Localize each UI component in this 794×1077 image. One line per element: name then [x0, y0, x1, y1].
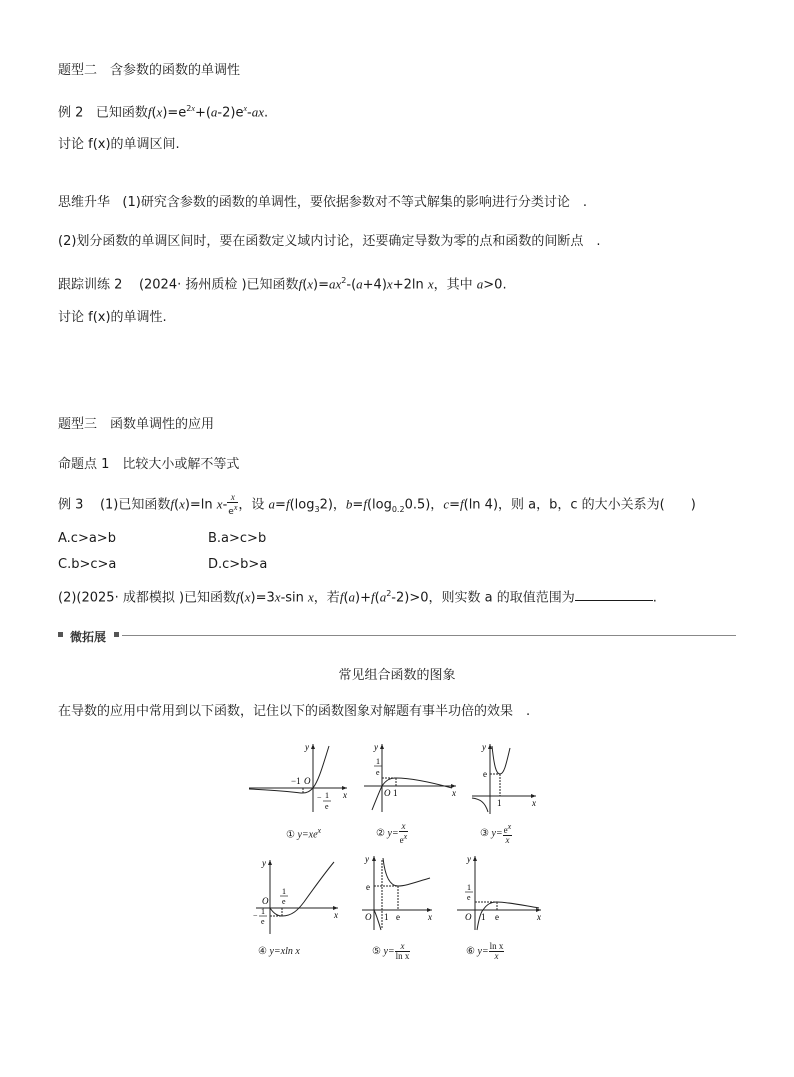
training2-tail: ，其中 [433, 277, 473, 293]
insight-text-1: (1)研究含参数的函数的单调性，要依据参数对不等式解集的影响进行分类讨论 . [122, 195, 587, 210]
graph-x-lnx [252, 856, 342, 936]
svg-text:1: 1 [282, 887, 286, 896]
svg-text:1: 1 [376, 757, 380, 766]
graph-caption-4: ④ y=xln x [258, 946, 300, 957]
svg-text:O: O [365, 912, 372, 922]
section3-heading: 题型三 函数单调性的应用 [58, 417, 215, 432]
graph-ex-over-x [470, 740, 540, 815]
svg-text:y: y [467, 854, 471, 864]
graph-caption-1: ① $y=xe^x$ [286, 826, 322, 841]
graph-x-over-ex [360, 740, 460, 815]
svg-text:x: x [334, 910, 338, 920]
graph-caption-3: ③ y= $\frac{e^x}{x}$ [480, 822, 512, 845]
svg-text:1: 1 [467, 883, 471, 892]
extension-label: 微拓展 [70, 630, 107, 644]
divider-rule [122, 635, 736, 636]
answer-blank[interactable] [575, 588, 653, 601]
svg-text:e: e [483, 769, 487, 779]
y-axis-label: y [305, 742, 309, 752]
example2-statement: 例 2 已知函数$f(x)=e^{2x}+(a-2)e^x-ax$. [58, 104, 269, 121]
svg-text:x: x [532, 798, 536, 808]
svg-text:1: 1 [393, 788, 398, 798]
option-b: B.a>c>b [208, 531, 267, 546]
origin-label: O [304, 776, 311, 786]
extension-divider [58, 628, 736, 642]
example2-requirement: 讨论 f(x)的单调区间. [58, 137, 180, 152]
example3-intro: (1)已知函数 [99, 497, 171, 513]
svg-text:y: y [262, 858, 266, 868]
training2-statement: 跟踪训练 2 (2024· 扬州质检 )已知函数$f(x)=ax^2-(a+4)x+2\ln$ x，其中 a>0. [58, 276, 507, 293]
svg-text:1: 1 [481, 912, 486, 922]
example2-intro: 已知函数 [95, 105, 148, 121]
graph-xex [247, 740, 352, 815]
graph-x-over-lnx [360, 852, 436, 932]
svg-text:1: 1 [384, 912, 389, 922]
svg-text:e: e [376, 768, 380, 777]
example3-end: ，则 a，b，c 的大小关系为( ) [498, 497, 696, 513]
svg-text:e: e [282, 897, 286, 906]
training2-requirement: 讨论 f(x)的单调性. [58, 310, 167, 325]
example3-part1: 例 3 (1)已知函数f(x)=ln x- $\frac{x}{e^x}$ ，设 $a=f(\log_32)$，$b=f(\log_{0.2}0.5)$，c=f(ln 4)，则 a，b，c 的大小关系为( ) [58, 492, 696, 517]
example3-label: 例 3 [58, 497, 84, 513]
example2-label: 例 2 [58, 105, 84, 121]
example3-part2-source: (2)(2025· 成都模拟 )已知函数 [58, 590, 237, 606]
example3-set: ，设 [238, 497, 265, 513]
example3-part2: (2)(2025· 成都模拟 )已知函数f(x)=3x-sin x，若$f(a)+f(a^2-2)>0$，则实数 a 的取值范围为 . [58, 589, 657, 606]
graph-caption-5: ⑤ y= $\frac{x}{\text{ln x}}$ [372, 941, 410, 961]
insight-line-2: (2)划分函数的单调区间时，要在函数定义域内讨论，还要确定导数为零的点和函数的间断点 . [58, 234, 601, 249]
graph-caption-6: ⑥ y= $\frac{\text{ln x}}{x}$ [466, 941, 504, 961]
x-axis-label: x [343, 790, 347, 800]
svg-text:e: e [261, 917, 265, 926]
svg-text:−: − [317, 793, 322, 802]
svg-text:y: y [482, 742, 486, 752]
option-a: A.c>a>b [58, 531, 116, 546]
svg-text:y: y [374, 742, 378, 752]
svg-text:1: 1 [497, 798, 502, 808]
graph-caption-2: ② y= $\frac{x}{e^x}$ [376, 821, 408, 845]
svg-text:−: − [253, 911, 258, 920]
insight-line-1 [58, 194, 587, 212]
svg-text:e: e [396, 912, 400, 922]
svg-text:y: y [365, 854, 369, 864]
extension-title: 常见组合函数的图象 [338, 668, 456, 683]
svg-text:e: e [325, 802, 329, 811]
svg-text:O: O [384, 788, 391, 798]
square-bullet-icon [58, 632, 63, 637]
example3-part2-end: ，则实数 a 的取值范围为 [428, 590, 575, 606]
training2-label: 跟踪训练 2 [58, 277, 123, 293]
square-bullet-icon [114, 632, 119, 637]
svg-text:1: 1 [325, 791, 329, 800]
option-c: C.b>c>a [58, 557, 117, 572]
section2-heading: 题型二 含参数的函数的单调性 [58, 63, 241, 78]
insight-label: 思维升华 [58, 195, 111, 210]
svg-text:e: e [366, 882, 370, 892]
extension-intro: 在导数的应用中常用到以下函数，记住以下的函数图象对解题有事半功倍的效果 . [58, 704, 531, 719]
graph-lnx-over-x [455, 852, 545, 932]
neg-one-label: −1 [291, 776, 301, 786]
svg-text:x: x [452, 788, 456, 798]
svg-text:O: O [262, 896, 269, 906]
proposition-point-1: 命题点 1 比较大小或解不等式 [58, 457, 240, 472]
svg-text:x: x [537, 912, 541, 922]
option-d: D.c>b>a [208, 557, 268, 572]
svg-text:O: O [465, 912, 472, 922]
svg-text:e: e [467, 893, 471, 902]
training2-source: (2024· 扬州质检 )已知函数 [138, 277, 299, 293]
svg-text:x: x [428, 912, 432, 922]
svg-text:1: 1 [261, 907, 265, 916]
svg-text:e: e [495, 912, 499, 922]
example3-part2-mid: ，若 [313, 590, 340, 606]
